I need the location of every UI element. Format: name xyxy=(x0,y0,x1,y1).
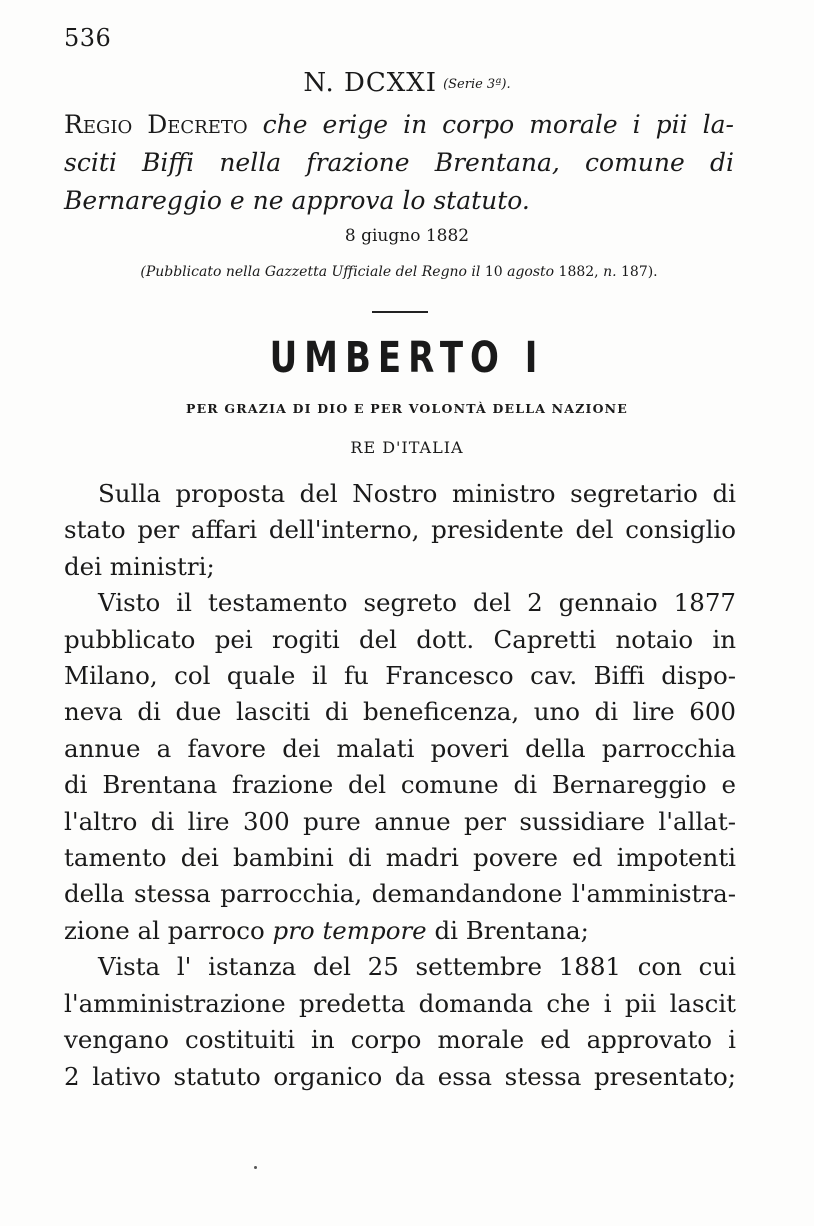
page-number: 536 xyxy=(64,24,112,52)
body-line: annue a favore dei malati poveri della parrocchia xyxy=(64,733,736,763)
body-line: l'altro di lire 300 pure annue per sussidiare l'allat- xyxy=(64,806,736,836)
decree-number-text: N. DCXXI xyxy=(303,68,438,98)
body-line-part: di Brentana; xyxy=(426,915,589,945)
title-line-3: Bernareggio e ne approva lo statuto. xyxy=(64,186,530,215)
title-line-2: sciti Biffi nella frazione Brentana, comune di xyxy=(64,148,734,177)
title-line-1-rest: che erige in corpo morale i pii la- xyxy=(247,110,734,139)
gazette-open: ( xyxy=(140,264,146,280)
body-line: di Brentana frazione del comune di Bernareggio e xyxy=(64,770,736,800)
title-line-1 xyxy=(64,106,734,144)
divider-rule xyxy=(372,311,428,313)
gazette-num: 187). xyxy=(621,264,658,280)
body-line: della stessa parrocchia, demandandone l'amministra- xyxy=(64,879,736,909)
body-line-part: zione al parroco xyxy=(64,915,273,945)
body-line: dei ministri; xyxy=(64,551,215,581)
body-line: 2 lativo statuto organico da essa stessa presentato; xyxy=(64,1061,736,1091)
body-line: tamento dei bambini di madri povere ed impotenti xyxy=(64,843,736,873)
body-line: vengano costituiti in corpo morale ed approvato i xyxy=(64,1025,736,1055)
gazette-n: n. xyxy=(603,264,621,280)
title-lead: Regio Decreto xyxy=(64,110,248,139)
grace-formula: PER GRAZIA DI DIO E PER VOLONTÀ DELLA NAZIONE xyxy=(185,401,629,416)
decree-body xyxy=(64,476,736,1095)
body-line xyxy=(64,913,736,949)
decree-number xyxy=(0,68,814,98)
body-line: Sulla proposta del Nostro ministro segretario di xyxy=(98,479,736,508)
body-line: Milano, col quale il fu Francesco cav. Biffi dispo- xyxy=(64,661,736,691)
decree-title xyxy=(64,106,734,220)
king-name: UMBERTO I xyxy=(269,333,545,383)
body-line-italic: pro tempore xyxy=(272,915,427,945)
king-title: RE D'ITALIA xyxy=(350,438,464,457)
gazette-citation xyxy=(64,264,734,280)
series-label: (Serie 3ª). xyxy=(443,77,511,92)
gazette-day: 10 xyxy=(484,264,503,280)
body-line: Visto il testamento segreto del 2 gennaio 1877 xyxy=(98,588,736,618)
body-line: neva di due lasciti di beneficenza, uno di lire 600 xyxy=(64,697,736,727)
gazette-year: 1882, xyxy=(558,264,604,280)
body-line: Vista l' istanza del 25 settembre 1881 con cui xyxy=(98,952,736,982)
decree-date: 8 giugno 1882 xyxy=(344,226,470,246)
body-line: l'amministrazione predetta domanda che i pii lascit xyxy=(64,988,736,1018)
ink-speck xyxy=(254,1166,257,1169)
body-line: pubblicato pei rogiti del dott. Capretti notaio in xyxy=(64,624,736,654)
gazette-part-1: Pubblicato nella Gazzetta Ufficiale del Regno il xyxy=(145,264,485,280)
gazette-part-2: agosto xyxy=(502,264,559,280)
body-line: stato per affari dell'interno, presidente del consiglio xyxy=(64,515,736,545)
